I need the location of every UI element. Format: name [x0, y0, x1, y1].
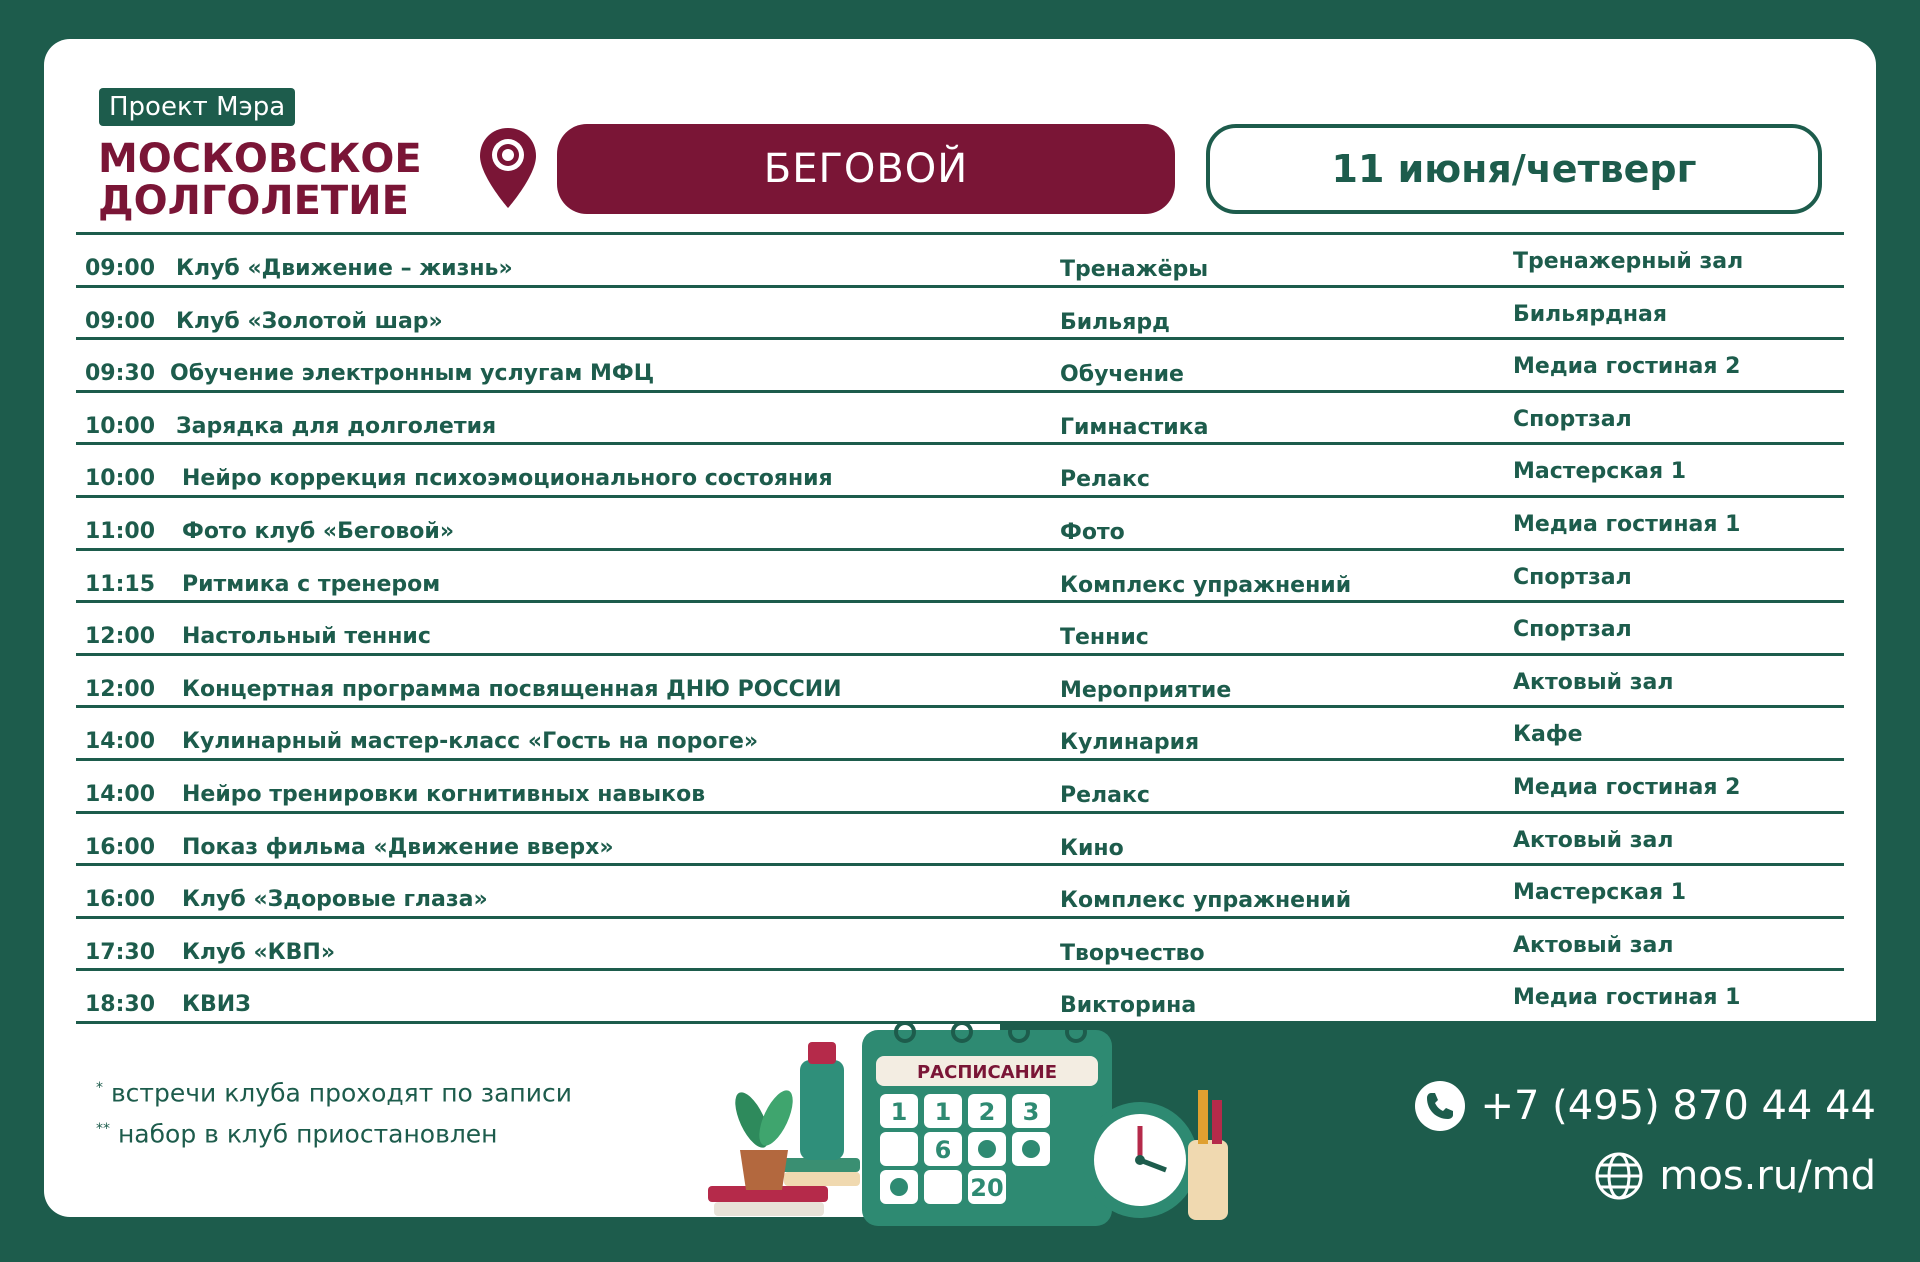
row-category: Мероприятие	[1060, 677, 1232, 703]
schedule-table	[76, 232, 1844, 1024]
row-time: 10:00	[85, 413, 156, 439]
row-title: Обучение электронным услугам МФЦ	[170, 361, 655, 387]
row-place: Актовый зал	[1513, 932, 1674, 958]
row-place: Медиа гостиная 1	[1513, 985, 1741, 1011]
phone-icon	[1414, 1080, 1466, 1132]
row-category: Творчество	[1060, 940, 1205, 966]
table-row	[76, 656, 1844, 709]
table-row	[76, 288, 1844, 341]
table-row	[76, 761, 1844, 814]
row-time: 10:00	[85, 466, 156, 492]
row-place: Актовый зал	[1513, 827, 1674, 853]
row-title: Клуб «Движение – жизнь»	[176, 256, 513, 281]
calendar-cell-number: 1	[890, 1098, 908, 1126]
globe-icon	[1593, 1150, 1645, 1202]
illustration-label: РАСПИСАНИЕ	[916, 1062, 1058, 1083]
row-place: Спортзал	[1513, 564, 1632, 590]
table-row	[76, 551, 1844, 604]
row-place: Медиа гостиная 2	[1513, 774, 1741, 800]
website-link[interactable]: mos.ru/md	[1659, 1153, 1876, 1199]
row-category: Тренажёры	[1060, 257, 1209, 282]
row-place: Бильярдная	[1513, 301, 1668, 327]
row-time: 16:00	[85, 834, 156, 860]
table-row	[76, 919, 1844, 972]
row-time: 17:30	[85, 939, 156, 965]
table-row	[76, 340, 1844, 393]
table-row	[76, 708, 1844, 761]
row-title: Ритмика с тренером	[182, 571, 441, 597]
row-title: Клуб «Здоровые глаза»	[182, 887, 488, 913]
table-row	[76, 393, 1844, 446]
row-category: Теннис	[1060, 625, 1149, 651]
district-badge: БЕГОВОЙ	[557, 124, 1175, 214]
row-place: Тренажерный зал	[1513, 249, 1744, 274]
table-row	[76, 445, 1844, 498]
row-category: Релакс	[1060, 782, 1150, 808]
row-category: Комплекс упражнений	[1060, 572, 1352, 598]
note-recruitment-paused	[96, 1111, 572, 1152]
row-title: Нейро коррекция психоэмоционального состояния	[182, 466, 833, 492]
calendar-cell-number: 1	[934, 1098, 952, 1126]
row-title: КВИЗ	[182, 992, 251, 1018]
row-place: Мастерская 1	[1513, 459, 1687, 485]
logo-title-line2: ДОЛГОЛЕТИЕ	[98, 178, 409, 224]
row-place: Спортзал	[1513, 406, 1632, 432]
row-place: Медиа гостиная 1	[1513, 511, 1741, 537]
row-time: 14:00	[85, 781, 156, 807]
row-title: Настольный теннис	[182, 624, 431, 650]
row-title: Концертная программа посвященная ДНЮ РОССИИ	[182, 676, 842, 702]
date-badge: 11 июня/четверг	[1206, 124, 1822, 214]
table-row	[76, 603, 1844, 656]
row-time: 16:00	[85, 887, 156, 913]
row-category: Комплекс упражнений	[1060, 888, 1352, 914]
row-place: Спортзал	[1513, 617, 1632, 643]
row-category: Кино	[1060, 835, 1124, 861]
row-time: 12:00	[85, 624, 156, 650]
row-time: 14:00	[85, 729, 156, 755]
row-place: Мастерская 1	[1513, 880, 1687, 906]
row-title: Кулинарный мастер-класс «Гость на пороге»	[182, 729, 759, 755]
row-place: Кафе	[1513, 722, 1583, 748]
note-mark: *	[96, 1080, 103, 1096]
row-place: Актовый зал	[1513, 669, 1674, 695]
phone-number[interactable]: +7 (495) 870 44 44	[1480, 1083, 1876, 1129]
note-text: встречи клуба проходят по записи	[110, 1078, 572, 1108]
row-category: Кулинария	[1060, 730, 1200, 756]
logo-tag: Проект Мэра	[99, 88, 295, 126]
calendar-cell-number: 20	[970, 1174, 1004, 1202]
calendar-cell-number: 2	[978, 1098, 996, 1126]
note-mark: **	[96, 1121, 110, 1138]
table-row	[76, 498, 1844, 551]
table-row	[76, 814, 1844, 867]
location-pin-icon	[478, 126, 538, 210]
row-title: Фото клуб «Беговой»	[182, 518, 455, 544]
row-category: Викторина	[1060, 993, 1197, 1019]
calendar-cell-number: 3	[1022, 1098, 1040, 1126]
row-title: Показ фильма «Движение вверх»	[182, 834, 614, 860]
row-category: Релакс	[1060, 467, 1150, 493]
row-category: Фото	[1060, 519, 1125, 545]
contact-phone	[1414, 1080, 1876, 1132]
row-title: Клуб «КВП»	[182, 939, 336, 965]
row-time: 09:00	[85, 256, 156, 281]
row-time: 11:15	[85, 571, 156, 597]
footer-notes	[96, 1070, 572, 1153]
calendar-illustration	[700, 990, 1300, 1230]
row-category: Обучение	[1060, 362, 1184, 388]
contact-website	[1593, 1150, 1876, 1202]
row-category: Бильярд	[1060, 309, 1170, 335]
row-title: Нейро тренировки когнитивных навыков	[182, 781, 706, 807]
row-title: Клуб «Золотой шар»	[176, 308, 443, 334]
row-time: 09:00	[85, 308, 156, 334]
table-row	[76, 866, 1844, 919]
row-title: Зарядка для долголетия	[176, 413, 497, 439]
row-time: 09:30	[85, 361, 156, 387]
row-category: Гимнастика	[1060, 414, 1209, 440]
logo-title-line1: МОСКОВСКОЕ	[98, 136, 422, 182]
calendar-cell-number: 6	[934, 1136, 952, 1164]
note-text: набор в клуб приостановлен	[117, 1119, 498, 1149]
row-place: Медиа гостиная 2	[1513, 354, 1741, 380]
note-by-appointment	[96, 1070, 572, 1111]
row-time: 12:00	[85, 676, 156, 702]
row-time: 11:00	[85, 518, 156, 544]
row-time: 18:30	[85, 992, 156, 1018]
table-row	[76, 235, 1844, 288]
